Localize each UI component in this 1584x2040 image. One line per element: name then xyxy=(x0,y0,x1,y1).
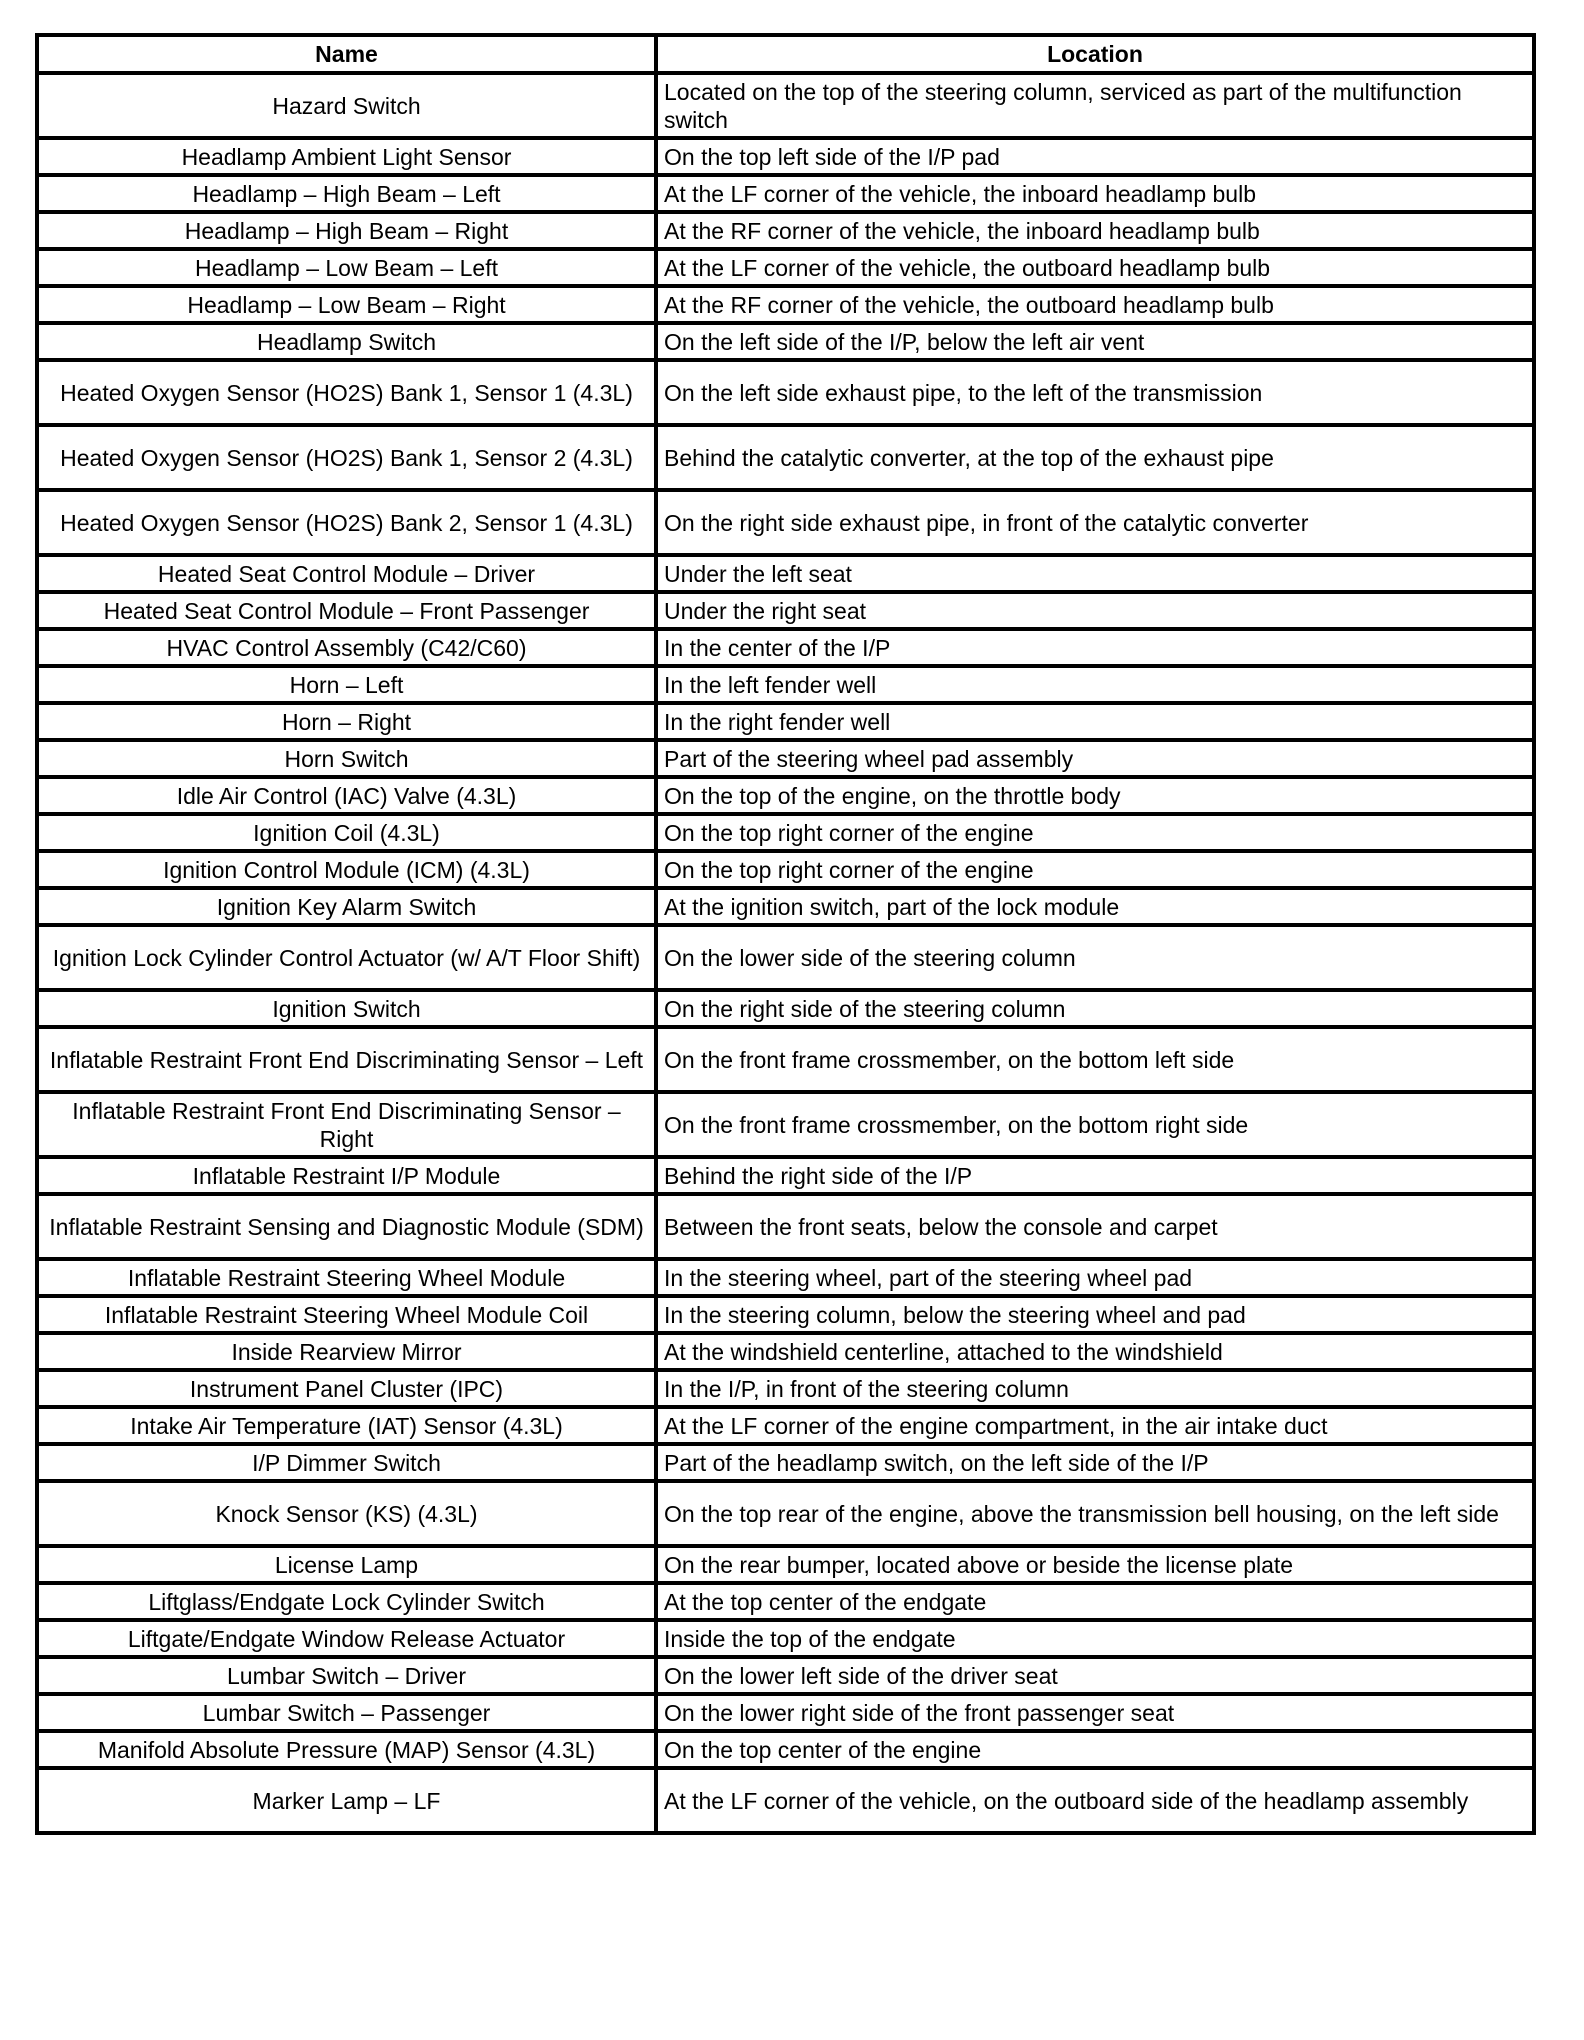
component-location: Under the right seat xyxy=(656,592,1534,629)
component-location: Part of the headlamp switch, on the left side of the I/P xyxy=(656,1444,1534,1481)
header-row xyxy=(37,35,1534,73)
component-name: Heated Oxygen Sensor (HO2S) Bank 1, Sensor 2 (4.3L) xyxy=(37,425,656,490)
component-name: Inflatable Restraint I/P Module xyxy=(37,1157,656,1194)
component-name: Intake Air Temperature (IAT) Sensor (4.3L) xyxy=(37,1407,656,1444)
component-name: Heated Seat Control Module – Driver xyxy=(37,555,656,592)
component-name: Lumbar Switch – Driver xyxy=(37,1657,656,1694)
component-name: Heated Seat Control Module – Front Passenger xyxy=(37,592,656,629)
component-name: Inflatable Restraint Steering Wheel Module Coil xyxy=(37,1296,656,1333)
table-row xyxy=(37,175,1534,212)
table-row xyxy=(37,1259,1534,1296)
component-name: Headlamp – High Beam – Right xyxy=(37,212,656,249)
component-name: Lumbar Switch – Passenger xyxy=(37,1694,656,1731)
component-location: On the rear bumper, located above or beside the license plate xyxy=(656,1546,1534,1583)
component-name: I/P Dimmer Switch xyxy=(37,1444,656,1481)
component-name: Ignition Coil (4.3L) xyxy=(37,814,656,851)
component-name: Horn – Left xyxy=(37,666,656,703)
component-name: Inflatable Restraint Steering Wheel Module xyxy=(37,1259,656,1296)
component-location: On the top rear of the engine, above the transmission bell housing, on the left side xyxy=(656,1481,1534,1546)
component-location: At the RF corner of the vehicle, the inboard headlamp bulb xyxy=(656,212,1534,249)
component-location: Behind the right side of the I/P xyxy=(656,1157,1534,1194)
component-location: Between the front seats, below the console and carpet xyxy=(656,1194,1534,1259)
table-row xyxy=(37,990,1534,1027)
component-location: At the RF corner of the vehicle, the outboard headlamp bulb xyxy=(656,286,1534,323)
component-location: In the steering column, below the steering wheel and pad xyxy=(656,1296,1534,1333)
component-name: Ignition Key Alarm Switch xyxy=(37,888,656,925)
component-name: Hazard Switch xyxy=(37,73,656,138)
component-location: On the top of the engine, on the throttle body xyxy=(656,777,1534,814)
table-row xyxy=(37,360,1534,425)
component-name: Headlamp Switch xyxy=(37,323,656,360)
table-row xyxy=(37,323,1534,360)
component-location: Behind the catalytic converter, at the top of the exhaust pipe xyxy=(656,425,1534,490)
component-location: In the steering wheel, part of the steering wheel pad xyxy=(656,1259,1534,1296)
component-name: Liftgate/Endgate Window Release Actuator xyxy=(37,1620,656,1657)
table-row xyxy=(37,1407,1534,1444)
component-location: In the left fender well xyxy=(656,666,1534,703)
table-row xyxy=(37,1194,1534,1259)
component-location: On the top center of the engine xyxy=(656,1731,1534,1768)
table-row xyxy=(37,1583,1534,1620)
component-name: Liftglass/Endgate Lock Cylinder Switch xyxy=(37,1583,656,1620)
table-row xyxy=(37,425,1534,490)
component-name: Headlamp – Low Beam – Right xyxy=(37,286,656,323)
component-name: Heated Oxygen Sensor (HO2S) Bank 1, Sensor 1 (4.3L) xyxy=(37,360,656,425)
component-name: Inflatable Restraint Front End Discriminating Sensor – Right xyxy=(37,1092,656,1157)
component-name: Instrument Panel Cluster (IPC) xyxy=(37,1370,656,1407)
component-name: Headlamp – Low Beam – Left xyxy=(37,249,656,286)
component-name: License Lamp xyxy=(37,1546,656,1583)
component-location-table xyxy=(35,33,1536,1835)
component-name: Inflatable Restraint Sensing and Diagnostic Module (SDM) xyxy=(37,1194,656,1259)
table-row xyxy=(37,629,1534,666)
table-row xyxy=(37,1768,1534,1833)
table-row xyxy=(37,1657,1534,1694)
table-row xyxy=(37,1620,1534,1657)
component-location: On the front frame crossmember, on the bottom right side xyxy=(656,1092,1534,1157)
component-location: At the LF corner of the vehicle, the outboard headlamp bulb xyxy=(656,249,1534,286)
table-row xyxy=(37,666,1534,703)
component-location: On the front frame crossmember, on the bottom left side xyxy=(656,1027,1534,1092)
table-row xyxy=(37,286,1534,323)
component-location: On the right side of the steering column xyxy=(656,990,1534,1027)
table-row xyxy=(37,1481,1534,1546)
table-row xyxy=(37,1333,1534,1370)
component-location: On the lower right side of the front passenger seat xyxy=(656,1694,1534,1731)
component-location: On the top right corner of the engine xyxy=(656,851,1534,888)
table-row xyxy=(37,1027,1534,1092)
component-location: On the left side of the I/P, below the left air vent xyxy=(656,323,1534,360)
component-location: In the right fender well xyxy=(656,703,1534,740)
component-location: On the left side exhaust pipe, to the left of the transmission xyxy=(656,360,1534,425)
table-row xyxy=(37,73,1534,138)
component-location: In the center of the I/P xyxy=(656,629,1534,666)
table-row xyxy=(37,777,1534,814)
table-row xyxy=(37,888,1534,925)
component-location: On the lower side of the steering column xyxy=(656,925,1534,990)
component-name: Ignition Lock Cylinder Control Actuator (w/ A/T Floor Shift) xyxy=(37,925,656,990)
component-location: At the top center of the endgate xyxy=(656,1583,1534,1620)
component-name: Horn – Right xyxy=(37,703,656,740)
component-location: In the I/P, in front of the steering column xyxy=(656,1370,1534,1407)
component-location: Part of the steering wheel pad assembly xyxy=(656,740,1534,777)
component-location: Located on the top of the steering column, serviced as part of the multifunction switch xyxy=(656,73,1534,138)
table-row xyxy=(37,555,1534,592)
component-location: Under the left seat xyxy=(656,555,1534,592)
component-name: Marker Lamp – LF xyxy=(37,1768,656,1833)
component-name: Headlamp – High Beam – Left xyxy=(37,175,656,212)
table-row xyxy=(37,138,1534,175)
table-row xyxy=(37,1157,1534,1194)
table-row xyxy=(37,212,1534,249)
component-name: Inside Rearview Mirror xyxy=(37,1333,656,1370)
table-row xyxy=(37,851,1534,888)
table-row xyxy=(37,1694,1534,1731)
table-row xyxy=(37,490,1534,555)
table-row xyxy=(37,592,1534,629)
table-row xyxy=(37,1444,1534,1481)
component-location: At the LF corner of the engine compartment, in the air intake duct xyxy=(656,1407,1534,1444)
component-name: Knock Sensor (KS) (4.3L) xyxy=(37,1481,656,1546)
component-location: At the ignition switch, part of the lock module xyxy=(656,888,1534,925)
table-row xyxy=(37,703,1534,740)
component-name: Ignition Control Module (ICM) (4.3L) xyxy=(37,851,656,888)
table-row xyxy=(37,1092,1534,1157)
component-name: Idle Air Control (IAC) Valve (4.3L) xyxy=(37,777,656,814)
component-name: Heated Oxygen Sensor (HO2S) Bank 2, Sensor 1 (4.3L) xyxy=(37,490,656,555)
table-row xyxy=(37,1731,1534,1768)
component-location: At the windshield centerline, attached to the windshield xyxy=(656,1333,1534,1370)
column-header-location: Location xyxy=(656,35,1534,73)
component-location: On the right side exhaust pipe, in front of the catalytic converter xyxy=(656,490,1534,555)
table-body xyxy=(37,73,1534,1833)
table-row xyxy=(37,1546,1534,1583)
component-name: Inflatable Restraint Front End Discriminating Sensor – Left xyxy=(37,1027,656,1092)
component-location: On the top left side of the I/P pad xyxy=(656,138,1534,175)
component-name: Headlamp Ambient Light Sensor xyxy=(37,138,656,175)
component-location: On the lower left side of the driver seat xyxy=(656,1657,1534,1694)
table-row xyxy=(37,249,1534,286)
component-name: HVAC Control Assembly (C42/C60) xyxy=(37,629,656,666)
component-location: At the LF corner of the vehicle, on the outboard side of the headlamp assembly xyxy=(656,1768,1534,1833)
column-header-name: Name xyxy=(37,35,656,73)
component-name: Horn Switch xyxy=(37,740,656,777)
component-location: At the LF corner of the vehicle, the inboard headlamp bulb xyxy=(656,175,1534,212)
component-name: Ignition Switch xyxy=(37,990,656,1027)
component-name: Manifold Absolute Pressure (MAP) Sensor (4.3L) xyxy=(37,1731,656,1768)
table-row xyxy=(37,740,1534,777)
component-location: On the top right corner of the engine xyxy=(656,814,1534,851)
table-row xyxy=(37,1370,1534,1407)
component-location: Inside the top of the endgate xyxy=(656,1620,1534,1657)
table-row xyxy=(37,925,1534,990)
table-row xyxy=(37,1296,1534,1333)
table-row xyxy=(37,814,1534,851)
